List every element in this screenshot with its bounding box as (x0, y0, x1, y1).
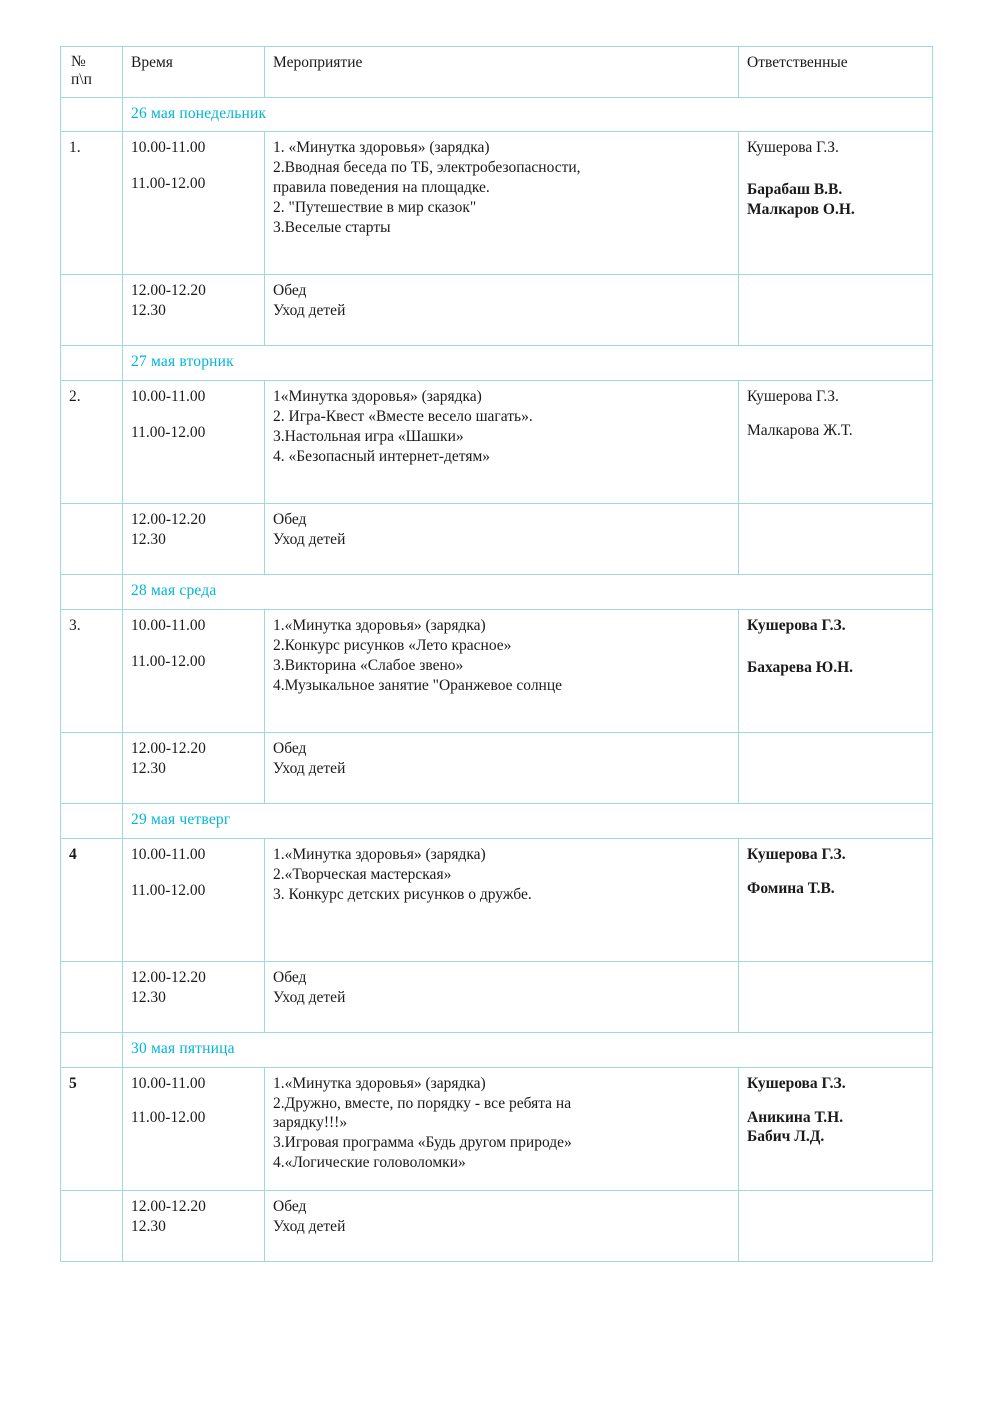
day-header-spacer (61, 346, 123, 381)
row-responsible (739, 1067, 933, 1190)
time-line: 11.00-12.00 (131, 1108, 206, 1126)
event-line: 1.«Минутка здоровья» (зарядка) (273, 845, 486, 863)
day-header-row (61, 346, 933, 381)
event-line: правила поведения на площадке. (273, 179, 490, 197)
row-number: 4 (61, 838, 123, 961)
row-number (61, 961, 123, 1032)
responsible-line: Кушерова Г.З. (747, 139, 839, 157)
table-row (61, 838, 933, 961)
row-event (265, 275, 739, 346)
responsible-line: Кушерова Г.З. (747, 617, 846, 635)
event-line: Обед (273, 1197, 307, 1215)
row-event (265, 1067, 739, 1190)
event-line: Уход детей (273, 759, 346, 777)
time-line: 12.00-12.20 (131, 1197, 206, 1215)
row-responsible (739, 381, 933, 504)
event-line: 2. "Путешествие в мир сказок" (273, 198, 477, 216)
header-number-line1: № (71, 53, 86, 70)
event-line: 3.Игровая программа «Будь другом природе» (273, 1134, 572, 1152)
row-time (123, 838, 265, 961)
row-event (265, 961, 739, 1032)
responsible-line: Бахарева Ю.Н. (747, 658, 854, 676)
time-line: 12.30 (131, 988, 166, 1006)
schedule-table (60, 46, 933, 1262)
event-line: 4. «Безопасный интернет-детям» (273, 447, 491, 465)
event-line: Обед (273, 968, 307, 986)
event-line: 1.«Минутка здоровья» (зарядка) (273, 1074, 486, 1092)
row-number: 5 (61, 1067, 123, 1190)
day-header-row (61, 804, 933, 839)
day-title: 26 мая понедельник (123, 97, 933, 132)
table-row-meal (61, 1190, 933, 1261)
row-event (265, 504, 739, 575)
table-row-meal (61, 733, 933, 804)
row-responsible (739, 504, 933, 575)
table-row-meal (61, 504, 933, 575)
row-time (123, 1190, 265, 1261)
event-line: 1. «Минутка здоровья» (зарядка) (273, 139, 490, 157)
event-line: 2. Игра-Квест «Вместе весело шагать». (273, 408, 533, 426)
header-responsible: Ответственные (739, 47, 933, 98)
event-line: 2.Конкурс рисунков «Лето красное» (273, 636, 512, 654)
row-responsible (739, 275, 933, 346)
event-line: Уход детей (273, 531, 346, 549)
day-header-row (61, 97, 933, 132)
row-time (123, 132, 265, 275)
table-row-meal (61, 275, 933, 346)
day-title: 27 мая вторник (123, 346, 933, 381)
row-number (61, 504, 123, 575)
event-line: 3.Настольная игра «Шашки» (273, 427, 464, 445)
table-row-meal (61, 961, 933, 1032)
row-event (265, 132, 739, 275)
time-line: 11.00-12.00 (131, 175, 206, 193)
table-header (61, 47, 933, 98)
event-line: Уход детей (273, 988, 346, 1006)
time-line: 12.00-12.20 (131, 740, 206, 758)
day-title: 30 мая пятница (123, 1032, 933, 1067)
row-number: 1. (61, 132, 123, 275)
time-line: 12.30 (131, 1217, 166, 1235)
header-row (61, 47, 933, 98)
time-line: 10.00-11.00 (131, 388, 206, 406)
table-row (61, 1067, 933, 1190)
time-line: 11.00-12.00 (131, 881, 206, 899)
row-event (265, 733, 739, 804)
row-responsible (739, 610, 933, 733)
day-header-spacer (61, 1032, 123, 1067)
event-line: 2.«Творческая мастерская» (273, 865, 452, 883)
day-header-row (61, 1032, 933, 1067)
row-responsible (739, 838, 933, 961)
row-number: 3. (61, 610, 123, 733)
event-line: зарядку!!!» (273, 1114, 348, 1132)
row-responsible (739, 961, 933, 1032)
time-line: 12.00-12.20 (131, 511, 206, 529)
event-line: Обед (273, 740, 307, 758)
row-time (123, 1067, 265, 1190)
day-header-spacer (61, 575, 123, 610)
time-line: 10.00-11.00 (131, 617, 206, 635)
event-line: 4.Музыкальное занятие "Оранжевое солнце (273, 676, 563, 694)
responsible-line: Кушерова Г.З. (747, 1074, 846, 1092)
row-time (123, 961, 265, 1032)
row-event (265, 838, 739, 961)
time-line: 12.00-12.20 (131, 968, 206, 986)
event-line: 2.Вводная беседа по ТБ, электробезопасности, (273, 159, 581, 177)
event-line: Уход детей (273, 302, 346, 320)
row-responsible (739, 1190, 933, 1261)
table-row (61, 610, 933, 733)
row-event (265, 610, 739, 733)
responsible-line: Барабаш В.В. (747, 181, 843, 199)
time-line: 10.00-11.00 (131, 139, 206, 157)
header-number-line2: п\п (71, 70, 92, 88)
event-line: 1.«Минутка здоровья» (зарядка) (273, 617, 486, 635)
row-event (265, 1190, 739, 1261)
responsible-line: Фомина Т.В. (747, 879, 835, 897)
event-line: Обед (273, 282, 307, 300)
event-line: 3.Веселые старты (273, 218, 391, 236)
table-row (61, 132, 933, 275)
row-number (61, 275, 123, 346)
header-number (61, 47, 123, 98)
time-line: 11.00-12.00 (131, 424, 206, 442)
time-line: 12.30 (131, 531, 166, 549)
time-line: 10.00-11.00 (131, 1074, 206, 1092)
header-time: Время (123, 47, 265, 98)
time-line: 12.30 (131, 302, 166, 320)
row-event (265, 381, 739, 504)
time-line: 11.00-12.00 (131, 652, 206, 670)
row-number (61, 733, 123, 804)
row-responsible (739, 733, 933, 804)
row-number: 2. (61, 381, 123, 504)
row-time (123, 733, 265, 804)
day-title: 28 мая среда (123, 575, 933, 610)
table-row (61, 381, 933, 504)
event-line: 3. Конкурс детских рисунков о дружбе. (273, 885, 532, 903)
event-line: 3.Викторина «Слабое звено» (273, 656, 464, 674)
time-line: 10.00-11.00 (131, 845, 206, 863)
day-title: 29 мая четверг (123, 804, 933, 839)
day-header-spacer (61, 97, 123, 132)
event-line: 4.«Логические головоломки» (273, 1154, 466, 1172)
row-responsible (739, 132, 933, 275)
event-line: Обед (273, 511, 307, 529)
time-line: 12.00-12.20 (131, 282, 206, 300)
table-body (61, 97, 933, 1261)
responsible-line: Малкаров О.Н. (747, 201, 855, 219)
time-line: 12.30 (131, 759, 166, 777)
row-time (123, 275, 265, 346)
event-line: 2.Дружно, вместе, по порядку - все ребята на (273, 1094, 572, 1112)
row-time (123, 504, 265, 575)
event-line: 1«Минутка здоровья» (зарядка) (273, 388, 482, 406)
row-time (123, 610, 265, 733)
header-event: Мероприятие (265, 47, 739, 98)
event-line: Уход детей (273, 1217, 346, 1235)
row-number (61, 1190, 123, 1261)
day-header-row (61, 575, 933, 610)
responsible-line: Аникина Т.Н. (747, 1108, 844, 1126)
day-header-spacer (61, 804, 123, 839)
responsible-line: Малкарова Ж.Т. (747, 422, 853, 440)
responsible-line: Кушерова Г.З. (747, 388, 839, 406)
responsible-line: Кушерова Г.З. (747, 845, 846, 863)
responsible-line: Бабич Л.Д. (747, 1128, 825, 1146)
row-time (123, 381, 265, 504)
